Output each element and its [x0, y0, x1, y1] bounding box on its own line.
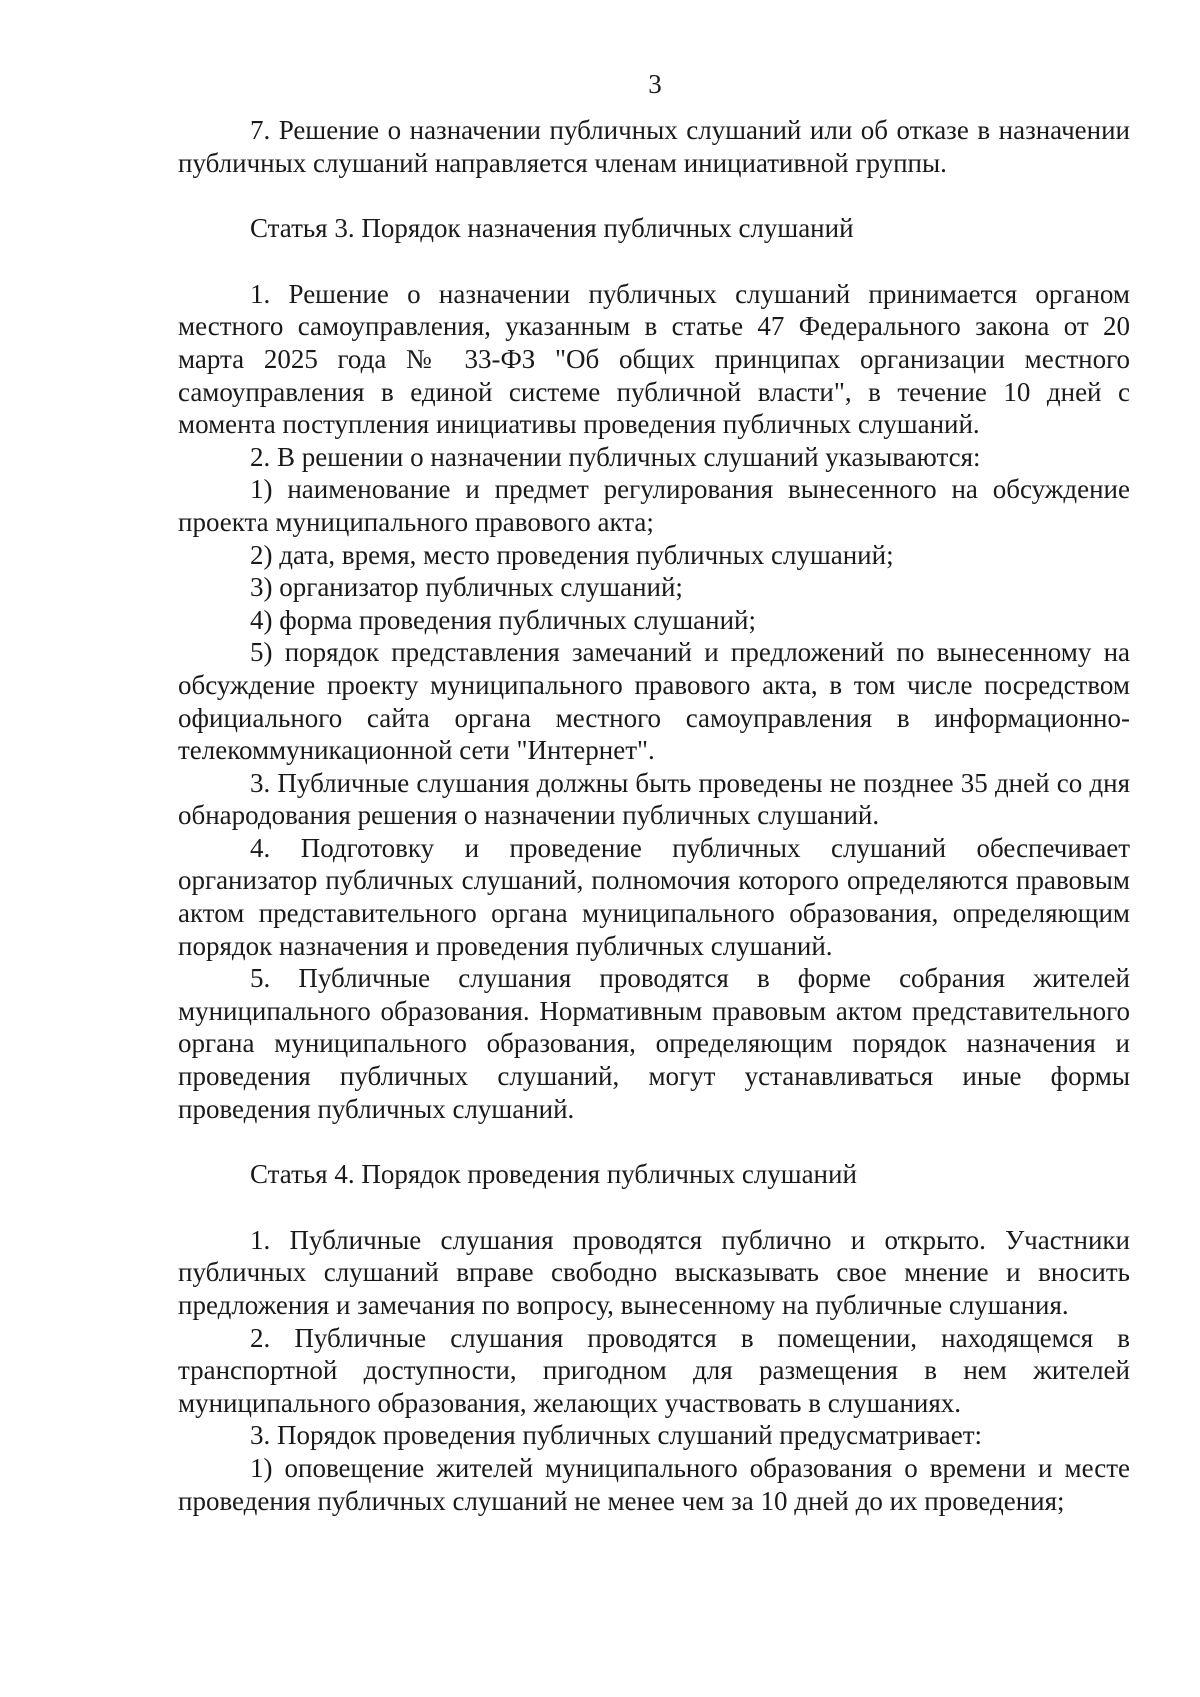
page-number: 3	[648, 69, 662, 99]
article-3-heading: Статья 3. Порядок назначения публичных слушаний	[250, 213, 854, 244]
article-4-item-2: 2. Публичные слушания проводятся в помещении, находящемся в транспортной доступности, пригодном для размещения в нем жителей муниципального образования, желающих участвовать в слушаниях.	[178, 1322, 1130, 1418]
article-3-subitem-2: 2) дата, время, место проведения публичных слушаний;	[250, 539, 894, 570]
paragraph-7-notification: 7. Решение о назначении публичных слушаний или об отказе в назначении публичных слушаний направляется членам инициативной группы.	[178, 115, 1130, 178]
article-3-item-1: 1. Решение о назначении публичных слушаний принимается органом местного самоуправления, указанным в статье 47 Федерального закона от 20 марта 2025 года № 33-ФЗ "Об общих принципах организации местного самоуправления в единой системе публичной власти", в течение 10 дней с момента поступления инициативы проведения публичных слушаний.	[178, 278, 1130, 440]
article-3-item-2: 2. В решении о назначении публичных слушаний указываются:	[250, 441, 981, 472]
article-4-subitem-1: 1) оповещение жителей муниципального образования о времени и месте проведения публичных слушаний не менее чем за 10 дней до их проведения;	[178, 1452, 1130, 1516]
article-3-subitem-5: 5) порядок представления замечаний и предложений по вынесенному на обсуждение проекту муниципального правового акта, в том числе посредством официального сайта органа местного самоуправления в информационно-телекоммуникационной сети "Интернет".	[178, 637, 1130, 766]
article-3-subitem-4: 4) форма проведения публичных слушаний;	[250, 604, 756, 635]
article-4-item-1: 1. Публичные слушания проводятся публично и открыто. Участники публичных слушаний вправе свободно высказывать свое мнение и вносить предложения и замечания по вопросу, вынесенному на публичные слушания.	[178, 1224, 1130, 1320]
article-3-subitem-1: 1) наименование и предмет регулирования вынесенного на обсуждение проекта муниципального правового акта;	[178, 474, 1130, 537]
article-3-item-3: 3. Публичные слушания должны быть проведены не позднее 35 дней со дня обнародования решения о назначении публичных слушаний.	[178, 767, 1130, 831]
article-3-item-4: 4. Подготовку и проведение публичных слушаний обеспечивает организатор публичных слушаний, полномочия которого определяются правовым актом представительного органа муниципального образования, определяющим порядок назначения и проведения публичных слушаний.	[178, 832, 1130, 961]
document-body	[178, 114, 1130, 1517]
article-4-item-3: 3. Порядок проведения публичных слушаний предусматривает:	[250, 1420, 983, 1451]
article-4-heading: Статья 4. Порядок проведения публичных слушаний	[250, 1159, 857, 1190]
article-3-item-5: 5. Публичные слушания проводятся в форме собрания жителей муниципального образования. Нормативным правовым актом представительного органа муниципального образования, определяющим порядок назначения и проведения публичных слушаний, могут устанавливаться иные формы проведения публичных слушаний.	[178, 963, 1130, 1124]
article-3-subitem-3: 3) организатор публичных слушаний;	[250, 572, 683, 603]
